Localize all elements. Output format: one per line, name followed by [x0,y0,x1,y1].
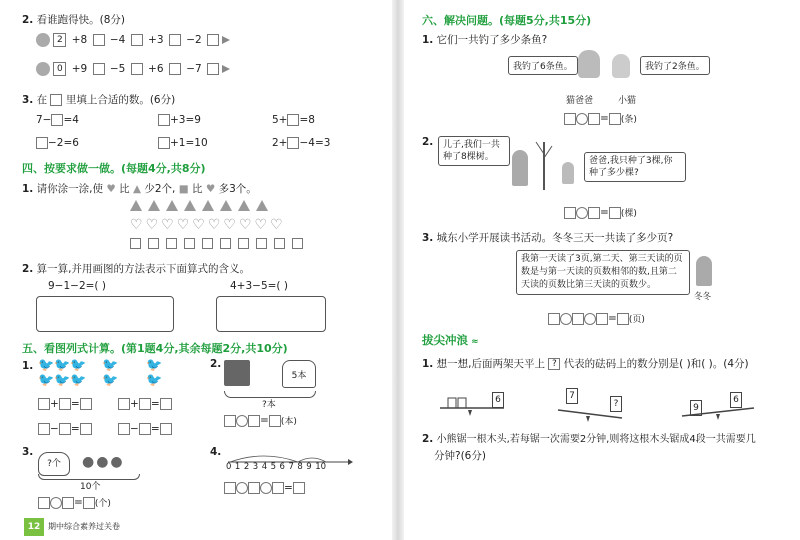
balance-scale-3 [676,388,760,422]
triangle-shape[interactable] [238,200,250,211]
tick-label: 10 [315,462,327,472]
answer-box[interactable] [272,482,284,494]
total-label: ?本 [262,400,276,410]
tick-label: 1 [234,462,241,472]
op-label: +9 [71,63,88,75]
equation-row: = (页) [548,312,645,325]
bird-icon: 🐦 [102,358,119,373]
answer-box[interactable] [59,423,71,435]
expr-part: −4=3 [299,137,331,149]
start-box: 2 [53,33,66,47]
tick-label: 6 [279,462,285,472]
dongdong-figure [696,256,712,286]
right-page [404,0,800,540]
question-text: 比 [192,183,203,195]
answer-box[interactable] [169,63,181,75]
triangle-shape[interactable] [184,200,196,211]
section-4-title: 四、按要求做一做。(每题4分,共8分) [22,162,206,175]
left-page [0,0,392,540]
answer-box[interactable] [617,313,629,325]
question-text: 少2个, [144,183,176,195]
answer-box[interactable] [207,63,219,75]
answer-box[interactable] [609,207,621,219]
op-label: +3 [148,34,164,46]
start-box: 0 [53,62,66,76]
square-shape[interactable] [166,238,177,249]
triangle-shape[interactable] [130,200,142,211]
bird-icon: 🐦 [70,373,87,388]
answer-box[interactable] [139,423,151,435]
square-row [130,238,303,249]
bag-label: ?个 [47,459,61,469]
question-text: 在 [36,94,48,106]
answer-box[interactable] [160,398,172,410]
pic-question-2-number: 2. [210,358,222,370]
answer-box[interactable] [287,114,299,126]
unit-label: (本) [280,417,297,427]
answer-box[interactable] [564,113,576,125]
question-text: 城东小学开展读书活动。冬冬三天一共读了多少页? [436,232,674,244]
answer-box[interactable] [131,34,143,46]
page-number: 12 [24,518,44,536]
flag-icon [222,36,230,44]
equation-row: = (棵) [564,206,637,219]
question-number: 1. [22,183,34,195]
tick-label: 0 [226,462,232,472]
question-text: 它们一共钓了多少条鱼? [436,34,548,46]
question-number: 1. [422,34,434,46]
bag-icon [38,452,70,476]
total-label: 10个 [80,482,101,492]
race-row-2 [36,62,230,76]
question-text: 代表的砝码上的数分别是( )和( )。(4分) [563,358,749,370]
question-number: 3. [22,94,34,106]
name-label: 冬冬 [694,292,712,302]
bird-icon: 🐦 [102,373,119,388]
answer-box[interactable] [38,398,50,410]
answer-box[interactable] [269,415,281,427]
section-6-title: 六、解决问题。(每题5分,共15分) [422,14,592,27]
square-shape[interactable] [184,238,195,249]
answer-box[interactable] [80,398,92,410]
equation-row: − = [118,423,172,435]
equation-row: + = [38,398,92,410]
backpack-icon [282,360,316,388]
bag-label: 5本 [291,371,307,381]
book-gutter [392,0,404,540]
kitten-figure [612,54,630,78]
equation-row: + = [118,398,172,410]
question-number: 2. [422,136,434,148]
unit-label: (个) [94,499,111,509]
answer-box[interactable] [38,423,50,435]
fill-item [36,137,79,149]
square-icon: ■ [178,183,189,195]
square-shape[interactable] [256,238,267,249]
question-number: 2. [22,14,34,26]
answer-box[interactable] [62,497,74,509]
weight-box: 6 [730,392,742,408]
op-label: −4 [109,34,126,46]
answer-box[interactable] [93,34,105,46]
pic-question-1-number: 1. [22,360,34,372]
expr-part: =8 [299,114,315,126]
name-label: 小猫 [618,96,637,106]
question-text: 想一想,后面两架天平上 [436,358,545,370]
answer-box[interactable] [51,114,63,126]
wave-icon: ≈ [468,337,479,347]
answer-box[interactable] [548,313,560,325]
answer-box[interactable] [59,398,71,410]
square-shape[interactable] [292,238,303,249]
heart-shape[interactable]: ♡ [145,217,159,233]
drawing-area-1[interactable] [36,296,174,332]
weight-box: 6 [492,392,504,408]
fill-item [36,114,79,126]
expr-part: −2=6 [48,137,79,149]
flag-icon [222,65,230,73]
tick-label: 5 [270,462,277,472]
triangle-row [130,200,268,211]
pic-question-3-number: 3. [22,446,34,458]
father-figure [512,150,528,186]
operator-circle[interactable] [236,415,248,427]
weight-box: 7 [566,388,578,404]
op-label: −5 [109,63,126,75]
heart-shape[interactable]: ♡ [238,217,252,233]
answer-box[interactable] [248,415,260,427]
expression-1: 9−1−2=( ) [48,280,106,292]
answer-box[interactable] [169,34,181,46]
bird-icon: 🐦 [146,358,163,373]
answer-box[interactable] [158,137,170,149]
answer-box[interactable] [38,497,50,509]
answer-box[interactable] [160,423,172,435]
op-label: +6 [148,63,164,75]
section-5-title: 五、看图列式计算。(第1题4分,其余每题2分,共10分) [22,342,288,355]
operator-circle[interactable] [576,207,588,219]
pic-question-4-number: 4. [210,446,222,458]
apples-icon: ●●● [82,454,125,470]
expr-part: 2+ [272,137,288,149]
bird-icon: 🐦 [54,358,71,373]
unit-label: (页) [628,315,645,325]
heart-shape[interactable]: ♡ [254,217,268,233]
tick-label: 4 [261,462,268,472]
number-line-ticks [226,462,326,472]
bird-icon: 🐦 [38,358,55,373]
question-2 [22,12,125,27]
tick-label: 7 [288,462,294,472]
heart-shape[interactable]: ♡ [176,217,190,233]
question-3 [22,92,175,107]
bird-group-mid [102,358,118,388]
expr-part: 5+ [272,114,288,126]
speech-bubble: 爸爸,我只种了3棵,你种了多少棵? [584,152,686,182]
question-number: 2. [422,433,434,445]
answer-box[interactable] [248,482,260,494]
weight-box: 9 [690,400,702,416]
tree-icon [532,134,556,190]
op-label: −2 [186,34,202,46]
triangle-shape[interactable] [220,200,232,211]
tick-label: 8 [297,462,303,472]
expr-part: =4 [63,114,79,126]
books-icon [224,360,250,386]
answer-box[interactable] [80,423,92,435]
question-number: 2. [22,263,34,275]
operator-circle[interactable] [576,113,588,125]
question-text: 小熊锯一根木头,若每锯一次需要2分钟,则将这根木头锯成4段一共需要几 [436,434,756,445]
heart-shape[interactable]: ♡ [130,217,143,233]
speech-bubble: 我第一天读了3页,第二天、第三天读的页数是与第一天读的页数相邻的数,且第二天读的页数比第三天读的页数少。 [516,250,690,295]
heart-shape[interactable]: ♡ [270,217,283,233]
answer-box[interactable] [609,113,621,125]
operator-circle[interactable] [584,313,596,325]
blank-box-icon [50,94,62,106]
extra-section-title [422,332,479,348]
question-text: 请你涂一涂,使 [36,183,103,195]
question-mark-box: ? [548,358,560,370]
question-text: 比 [119,183,130,195]
fill-item [158,137,208,149]
name-label: 猫爸爸 [566,96,594,106]
heart-shape[interactable]: ♡ [161,217,174,233]
rabbit-icon [36,62,50,76]
question-4-2 [22,261,250,276]
triangle-shape[interactable] [256,200,268,211]
fill-item [272,114,315,126]
fill-item [272,137,330,149]
question-text: 里填上合适的数。(6分) [65,94,176,106]
answer-box[interactable] [118,398,130,410]
square-shape[interactable] [130,238,141,249]
answer-box[interactable] [36,137,48,149]
cat-dad-figure [578,50,600,78]
expr-part: +3=9 [170,114,201,126]
answer-box[interactable] [287,137,299,149]
bird-group-right [146,358,162,388]
equation-row: − = [38,423,92,435]
unit-label: (条) [620,115,637,125]
answer-box[interactable] [224,482,236,494]
triangle-shape[interactable] [202,200,214,211]
triangle-icon: ▲ [132,183,142,195]
question-number: 1. [422,358,434,370]
speech-bubble: 儿子,我们一共种了8棵树。 [438,136,510,166]
equation-row: = (本) [224,414,297,427]
speech-bubble: 我钓了2条鱼。 [640,56,710,75]
bird-group-left [38,358,87,388]
extra-question-1 [422,356,749,371]
question-6-1 [422,32,547,47]
heart-shape[interactable]: ♡ [223,217,236,233]
triangle-shape[interactable] [166,200,178,211]
answer-box[interactable] [572,313,584,325]
heart-icon: ♥ [106,183,116,195]
fill-item [158,114,201,126]
expr-part: 7− [36,114,52,126]
op-label: +8 [71,34,88,46]
bird-icon: 🐦 [70,358,87,373]
op-label: −7 [186,63,202,75]
answer-box[interactable] [293,482,305,494]
race-row-1 [36,33,230,47]
triangle-shape[interactable] [148,200,160,211]
equation-row: = (条) [564,112,637,125]
extra-title: 拔尖冲浪 [422,333,468,347]
answer-box[interactable] [158,114,170,126]
answer-box[interactable] [83,497,95,509]
speech-bubble: 我钓了6条鱼。 [508,56,578,75]
answer-box[interactable] [131,63,143,75]
footer-title: 期中综合素养过关卷 [48,522,120,531]
answer-box[interactable] [207,34,219,46]
square-shape[interactable] [202,238,213,249]
answer-box[interactable] [118,423,130,435]
drawing-area-2[interactable] [216,296,326,332]
answer-box[interactable] [588,207,600,219]
expr-part: +1=10 [170,137,208,149]
expression-2: 4+3−5=( ) [230,280,288,292]
square-shape[interactable] [220,238,231,249]
answer-box[interactable] [596,313,608,325]
equation-row: = [224,482,305,494]
heart-shape[interactable]: ♡ [207,217,221,233]
question-text: 算一算,并用画图的方法表示下面算式的含义。 [36,263,250,275]
operator-circle[interactable] [260,482,272,494]
square-shape[interactable] [238,238,249,249]
tick-label: 9 [306,462,312,472]
bird-icon: 🐦 [146,373,163,388]
answer-box[interactable] [139,398,151,410]
square-shape[interactable] [148,238,159,249]
rabbit-icon [36,33,50,47]
question-number: 3. [422,232,434,244]
answer-box[interactable] [564,207,576,219]
operator-circle[interactable] [236,482,248,494]
extra-question-2 [422,430,756,445]
question-text-cont: 分钟?(6分) [434,450,486,462]
answer-box[interactable] [224,415,236,427]
equation-row: = (个) [38,496,111,509]
son-figure [562,162,574,184]
question-text: 多3个。 [218,183,257,195]
answer-box[interactable] [93,63,105,75]
heart-icon: ♥ [205,183,216,195]
square-shape[interactable] [274,238,285,249]
heart-row [130,217,283,233]
question-6-3 [422,230,673,245]
answer-box[interactable] [588,113,600,125]
unit-label: (棵) [620,209,637,219]
operator-circle[interactable] [50,497,62,509]
tick-label: 3 [252,462,259,472]
operator-circle[interactable] [560,313,572,325]
weight-box: ? [610,396,622,412]
bird-icon: 🐦 [38,373,55,388]
tick-label: 2 [243,462,250,472]
question-4-1 [22,181,257,196]
bird-icon: 🐦 [54,373,71,388]
heart-shape[interactable]: ♡ [192,217,205,233]
question-text: 看谁跑得快。(8分) [36,14,126,26]
